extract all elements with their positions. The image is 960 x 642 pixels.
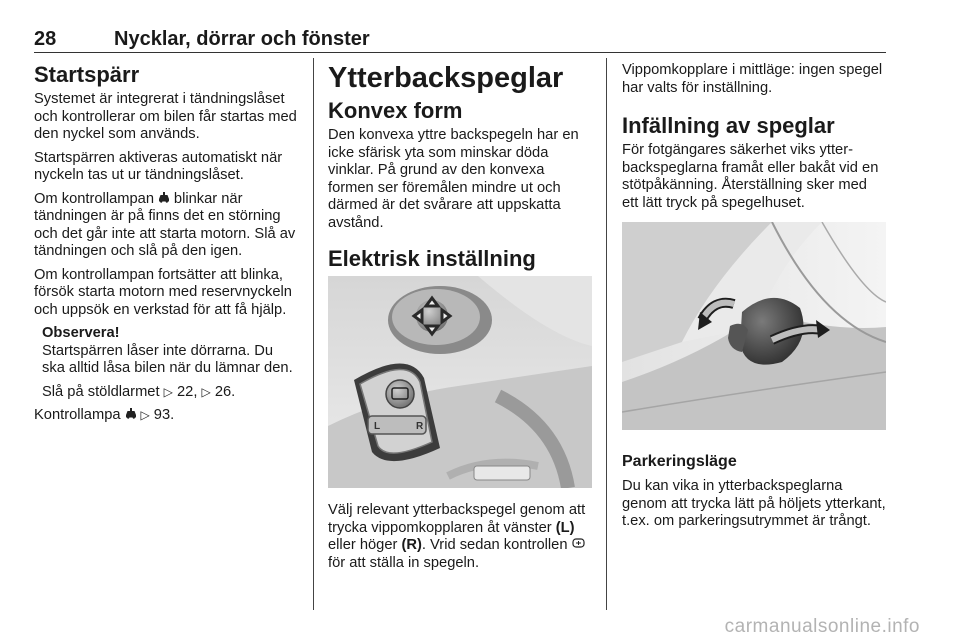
watermark: carmanualsonline.info <box>724 616 920 637</box>
chapter-title: Nycklar, dörrar och fönster <box>114 28 370 50</box>
note-reference: Slå på stöldlarmet ▷ 22, ▷ 26. <box>42 383 236 400</box>
page-header <box>34 28 886 54</box>
page-number: 28 <box>34 28 57 50</box>
section-title-ytterbackspeglar: Ytterbackspeglar <box>328 62 564 94</box>
subheading-infallning-av-speglar: Infällning av speglar <box>622 113 835 138</box>
column-divider-1 <box>313 58 314 610</box>
column-2 <box>328 62 592 578</box>
mirror-adjust-icon <box>572 538 585 552</box>
paragraph: Välj relevant ytterbackspegel genom att trycka vippomkopplaren åt vänster (L) eller höger (R). Vrid sedan kontrollen för att ställa in spegeln. <box>328 502 586 571</box>
page-link[interactable]: 26. <box>214 383 236 400</box>
mirror-fold-illustration <box>622 222 886 430</box>
subheading-konvex-form: Konvex form <box>328 98 463 123</box>
mirror-switch-illustration <box>328 276 592 488</box>
paragraph: Vippomkopplare i mittläge: ingen spegel har valts för inställning. <box>622 62 883 96</box>
subheading-elektrisk-installning: Elektrisk inställning <box>328 246 536 271</box>
arrow-icon: ▷ <box>163 384 173 399</box>
note-box <box>42 325 298 401</box>
paragraph: Den konvexa yttre backspegeln har en icke sfärisk yta som minskar döda vinklar. På grund av den konvexa formen ser föremålen mindre ut och därmed är det svårare att uppskatta avstånd. <box>328 127 579 231</box>
section-heading-startsparr: Startspärr <box>34 62 140 87</box>
paragraph: Startspärren aktiveras automatiskt när nyckeln tas ut ur tändningslåset. <box>34 149 283 183</box>
lamp-reference: Kontrollampa ▷ 93. <box>34 407 175 423</box>
note-label: Observera! <box>42 325 120 341</box>
subheading-parkeringslage: Parkeringsläge <box>622 453 737 470</box>
column-divider-2 <box>606 58 607 610</box>
page-link[interactable]: 93. <box>153 407 175 423</box>
paragraph: Systemet är integrerat i tändningslåset och kontrollerar om bilen får startas med den nyckel som används. <box>34 91 297 142</box>
switch-label-r: R <box>416 421 424 432</box>
car-key-icon <box>125 408 141 422</box>
paragraph: Om kontrollampan blinkar när tändningen är på finns det en störning och det går inte att starta motorn. Slå av tändningen och slå på den igen. <box>34 190 296 259</box>
car-key-icon <box>158 192 174 206</box>
note-text: Startspärren låser inte dörrarna. Du ska alltid låsa bilen när du lämnar den. <box>42 342 293 376</box>
arrow-icon: ▷ <box>140 408 150 422</box>
paragraph: För fotgängares säkerhet viks ytterbackspeglarna framåt eller bakåt vid en stötpåkänning. Återställning sker med ett lätt tryck på spegelhuset. <box>622 142 879 211</box>
key-r: (R) <box>401 537 422 553</box>
switch-label-l: L <box>374 421 381 432</box>
paragraph: Du kan vika in ytterbackspeglarna genom att trycka lätt på höljets ytterkant, t.ex. om parkeringsutrymmet är trångt. <box>622 478 886 529</box>
column-1 <box>34 62 298 431</box>
column-3 <box>622 62 886 537</box>
header-rule <box>34 52 886 53</box>
page-link[interactable]: 22, <box>176 383 198 400</box>
paragraph: Om kontrollampan fortsätter att blinka, försök starta motorn med reservnyckeln och uppsök en verkstad för att få hjälp. <box>34 266 292 318</box>
arrow-icon: ▷ <box>201 384 211 399</box>
key-l: (L) <box>555 519 575 536</box>
